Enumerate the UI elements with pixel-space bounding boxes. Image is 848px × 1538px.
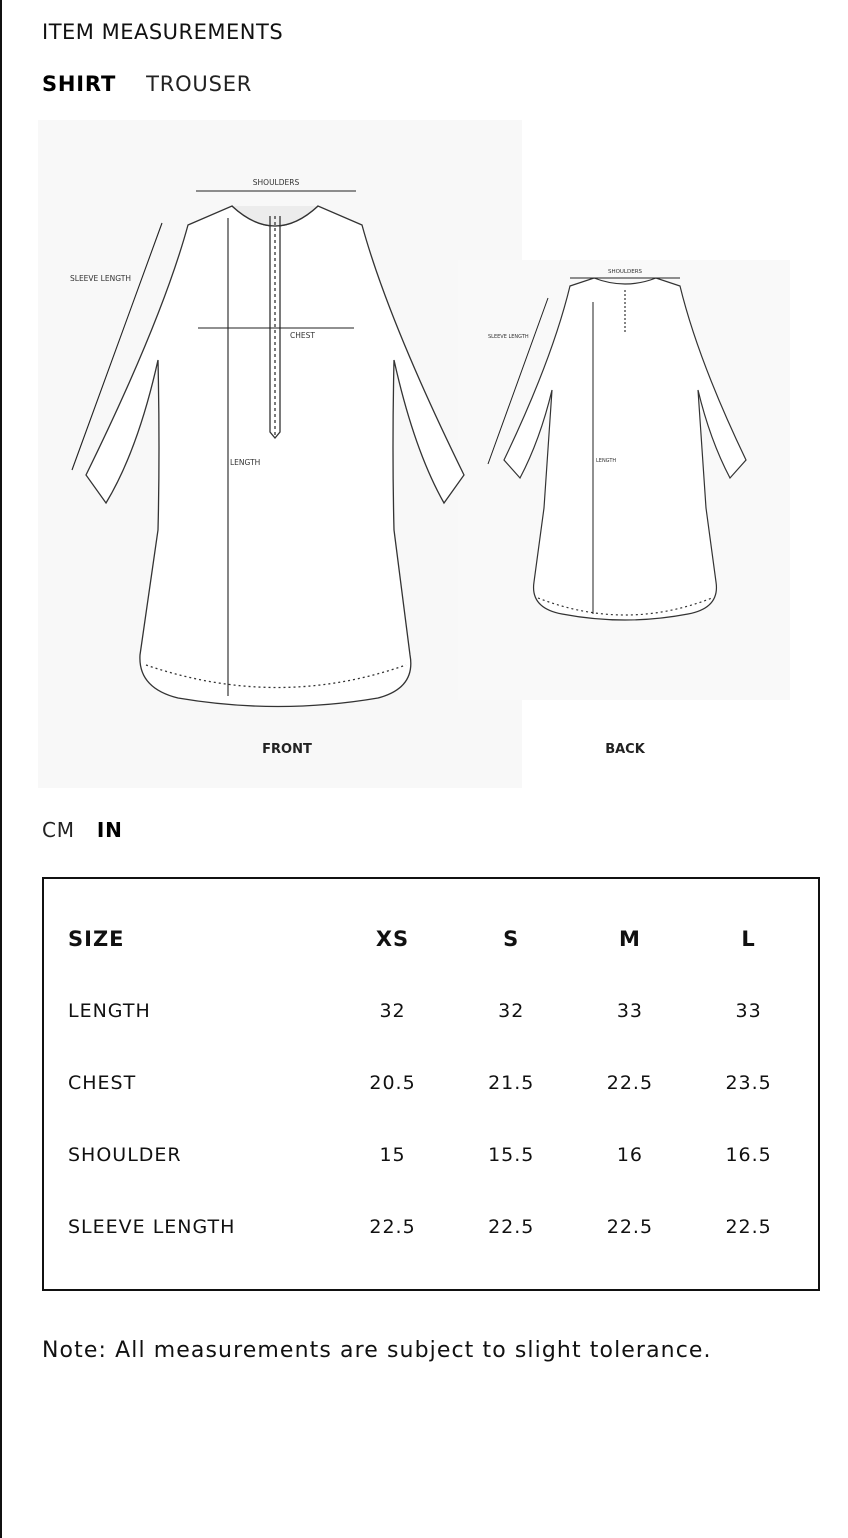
left-border bbox=[0, 0, 2, 1538]
table-cell: 16.5 bbox=[725, 1144, 772, 1166]
tab-trouser[interactable]: TROUSER bbox=[146, 72, 253, 96]
tab-shirt[interactable]: SHIRT bbox=[42, 72, 117, 96]
table-cell: 32 bbox=[379, 1000, 406, 1022]
table-cell: 32 bbox=[498, 1000, 525, 1022]
table-cell: 21.5 bbox=[488, 1072, 535, 1094]
size-table-container bbox=[42, 877, 820, 1291]
header-xs: XS bbox=[375, 927, 410, 951]
header-s: S bbox=[503, 927, 520, 951]
back-label-shoulders: SHOULDERS bbox=[607, 269, 643, 275]
header-size: SIZE bbox=[68, 927, 125, 951]
table-cell: 22.5 bbox=[606, 1072, 654, 1094]
table-cell: 20.5 bbox=[369, 1072, 416, 1094]
row-label: SHOULDER bbox=[68, 1144, 182, 1166]
unit-cm[interactable]: CM bbox=[42, 818, 75, 842]
table-row bbox=[68, 975, 808, 1047]
back-caption: BACK bbox=[605, 742, 645, 757]
table-cell: 23.5 bbox=[725, 1072, 772, 1094]
header-m: M bbox=[618, 927, 641, 951]
front-caption: FRONT bbox=[262, 742, 312, 757]
table-cell: 33 bbox=[616, 1000, 643, 1022]
unit-toggle bbox=[42, 818, 123, 842]
row-label: CHEST bbox=[68, 1072, 137, 1094]
front-label-chest: CHEST bbox=[290, 331, 315, 340]
row-label: SLEEVE LENGTH bbox=[68, 1216, 236, 1238]
table-header-row bbox=[68, 903, 808, 975]
back-label-length: LENGTH bbox=[596, 458, 617, 464]
table-row bbox=[68, 1047, 808, 1119]
table-cell: 15.5 bbox=[488, 1144, 535, 1166]
garment-measurement-diagram bbox=[38, 120, 790, 788]
back-label-sleeve-length: SLEEVE LENGTH bbox=[488, 334, 529, 340]
front-label-length: LENGTH bbox=[230, 458, 261, 467]
table-cell: 16 bbox=[616, 1144, 643, 1166]
garment-tabs bbox=[42, 72, 252, 96]
size-table bbox=[68, 903, 808, 1263]
row-label: LENGTH bbox=[68, 1000, 151, 1022]
table-cell: 22.5 bbox=[725, 1216, 772, 1238]
tolerance-note: Note: All measurements are subject to slight tolerance. bbox=[42, 1338, 712, 1363]
table-cell: 22.5 bbox=[606, 1216, 654, 1238]
table-cell: 15 bbox=[379, 1144, 406, 1166]
table-row bbox=[68, 1119, 808, 1191]
table-cell: 33 bbox=[735, 1000, 762, 1022]
table-cell: 22.5 bbox=[488, 1216, 535, 1238]
table-cell: 22.5 bbox=[369, 1216, 416, 1238]
front-label-shoulders: SHOULDERS bbox=[252, 178, 300, 187]
front-label-sleeve-length: SLEEVE LENGTH bbox=[70, 274, 131, 283]
unit-in[interactable]: IN bbox=[96, 818, 123, 842]
table-row bbox=[68, 1191, 808, 1263]
header-l: L bbox=[741, 927, 756, 951]
page-title: ITEM MEASUREMENTS bbox=[42, 20, 284, 44]
